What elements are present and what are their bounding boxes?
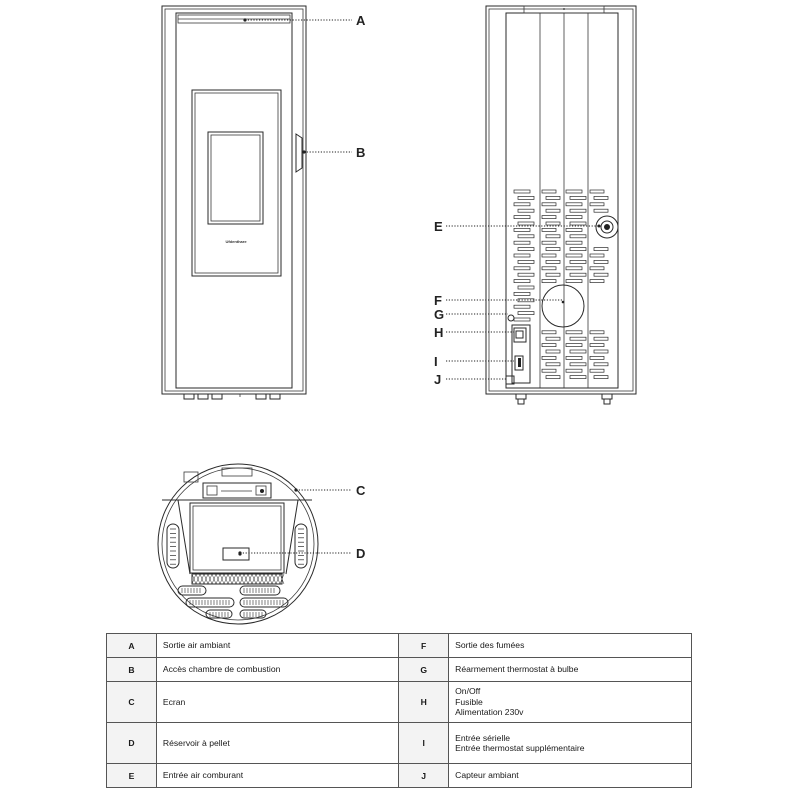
legend-row — [107, 723, 692, 764]
legend-code: G — [399, 658, 449, 682]
legend-description-line: Réarmement thermostat à bulbe — [455, 664, 579, 675]
legend-code: H — [399, 682, 449, 723]
front-view — [162, 6, 306, 399]
legend-description — [156, 723, 398, 764]
legend-description-line: Sortie des fumées — [455, 640, 525, 651]
legend-description-line: Ecran — [162, 696, 186, 707]
legend-code: B — [107, 658, 157, 682]
callout-g: G — [434, 307, 445, 322]
legend-description — [449, 723, 692, 764]
legend-code: C — [107, 682, 157, 723]
legend-description-line: On/Off — [455, 686, 481, 697]
legend-row — [107, 658, 692, 682]
legend-description — [156, 682, 398, 723]
callout-h: H — [434, 325, 444, 340]
callout-e: E — [434, 219, 443, 234]
legend-description — [449, 634, 692, 658]
legend-table — [106, 633, 692, 788]
legend-description-line: Capteur ambiant — [455, 770, 519, 781]
legend-row — [107, 634, 692, 658]
callout-f: F — [434, 293, 442, 308]
legend-code: I — [399, 723, 449, 764]
legend-description-line: Entrée thermostat supplémentaire — [455, 743, 585, 753]
rear-view — [486, 6, 636, 404]
legend-description-line: Accès chambre de combustion — [162, 664, 281, 675]
legend-code: E — [107, 764, 157, 788]
callout-b: B — [356, 145, 366, 160]
legend-description — [449, 682, 692, 723]
legend-description — [156, 764, 398, 788]
legend-row — [107, 764, 692, 788]
legend-description-line: Fusible — [455, 696, 483, 707]
callout-a: A — [356, 13, 366, 28]
legend-description — [449, 658, 692, 682]
legend-code: D — [107, 723, 157, 764]
callout-i: I — [434, 354, 438, 369]
legend-description-line: Sortie air ambiant — [162, 640, 231, 651]
brand-mark: Ufdenthare — [225, 239, 247, 244]
legend-description-line: Entrée air comburant — [162, 770, 244, 781]
legend-code: A — [107, 634, 157, 658]
legend-description-line: Réservoir à pellet — [162, 737, 230, 748]
callout-c: C — [356, 483, 366, 498]
legend-description-line: Entrée sérielle — [455, 732, 511, 743]
callout-d: D — [356, 546, 366, 561]
legend-description — [156, 658, 398, 682]
legend-description — [156, 634, 398, 658]
callout-j: J — [434, 372, 442, 387]
legend-code: F — [399, 634, 449, 658]
legend-row — [107, 682, 692, 723]
legend-description-line: Alimentation 230v — [455, 707, 524, 718]
legend-code: J — [399, 764, 449, 788]
legend-description — [449, 764, 692, 788]
top-view — [158, 464, 318, 624]
